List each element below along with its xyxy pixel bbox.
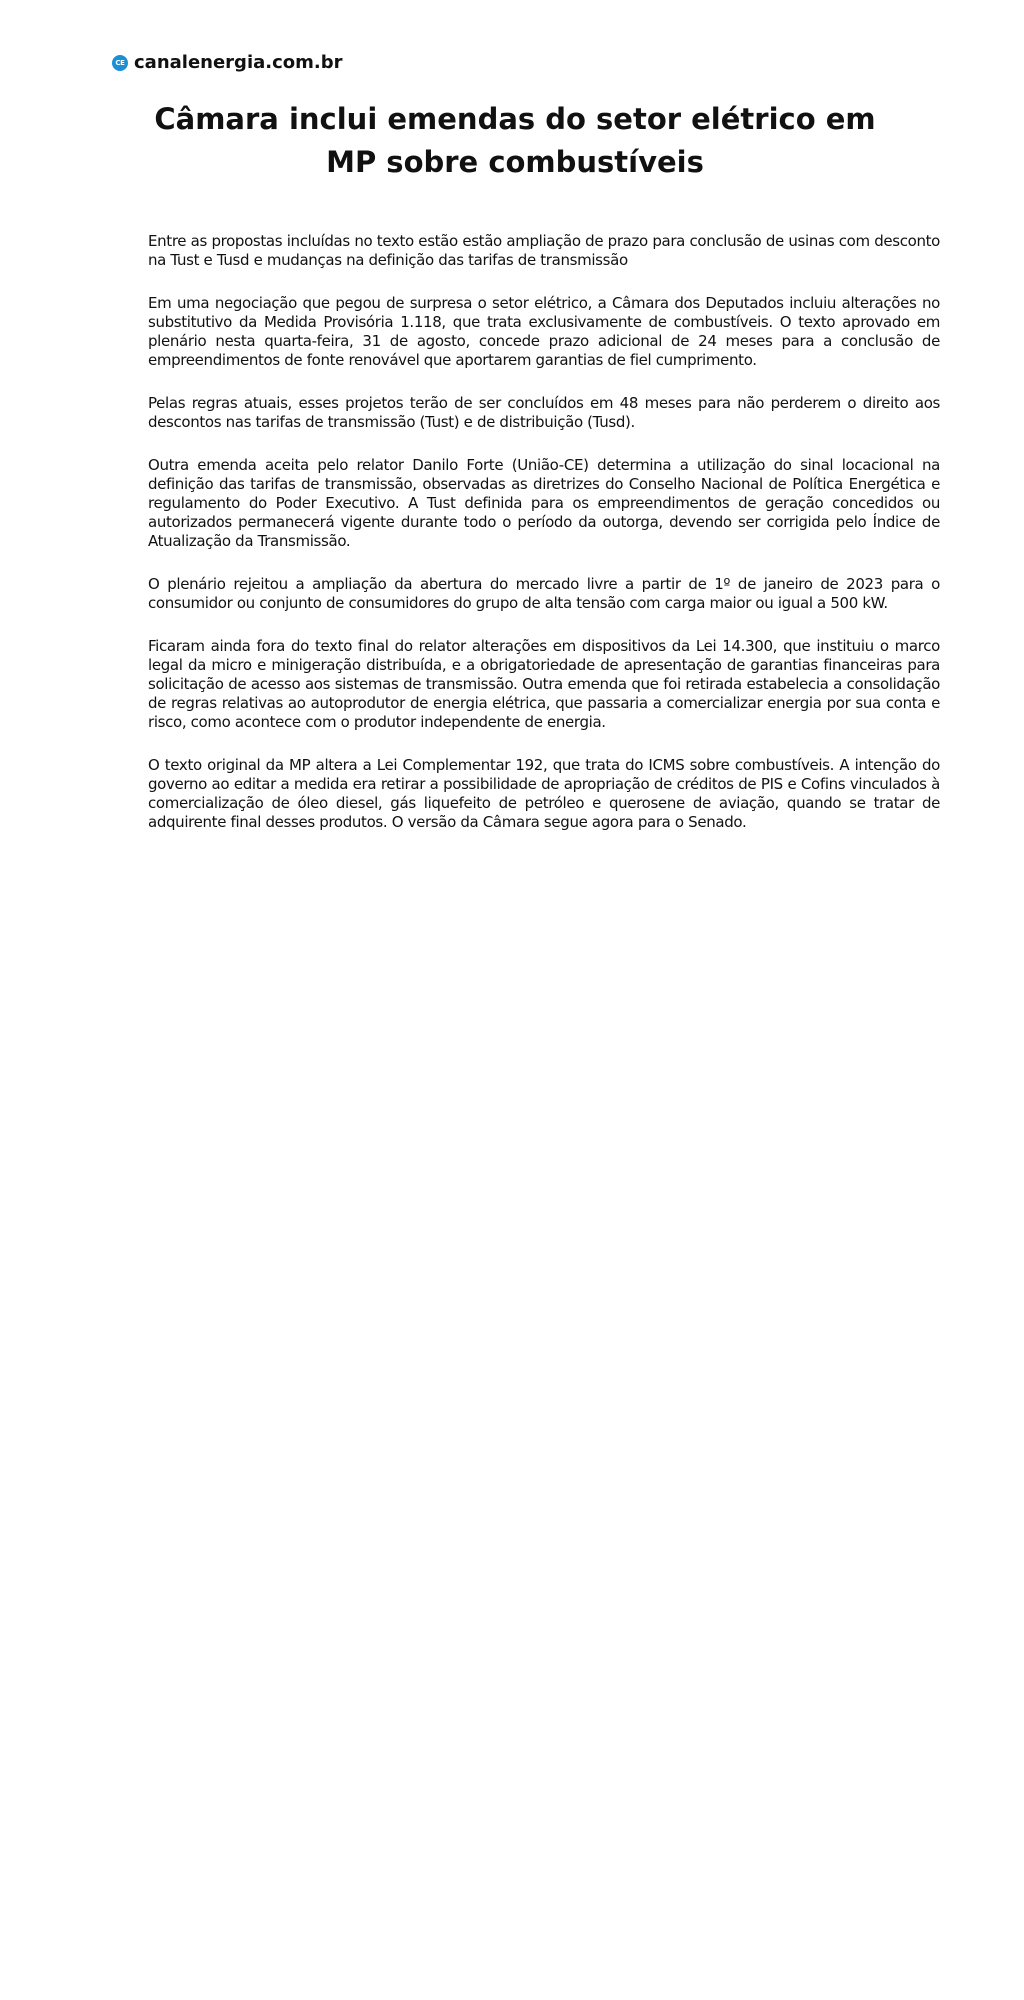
- canalenergia-logo-icon: CE: [112, 55, 128, 71]
- article-lead-paragraph: Entre as propostas incluídas no texto estão estão ampliação de prazo para conclusão de usinas com desconto na Tust e Tusd e mudanças na definição das tarifas de transmissão: [148, 232, 940, 269]
- article-body: [148, 232, 940, 856]
- site-name[interactable]: canalenergia.com.br: [134, 52, 343, 73]
- article-title: Câmara inclui emendas do setor elétrico em MP sobre combustíveis: [154, 102, 876, 179]
- article-paragraph: O texto original da MP altera a Lei Complementar 192, que trata do ICMS sobre combustíveis. A intenção do governo ao editar a medida era retirar a possibilidade de apropriação de créditos de PIS e Cofins vinculados à comercialização de óleo diesel, gás liquefeito de petróleo e querosene de aviação, quando se tratar de adquirente final desses produtos. O versão da Câmara segue agora para o Senado.: [148, 756, 940, 831]
- article-paragraph: Em uma negociação que pegou de surpresa o setor elétrico, a Câmara dos Deputados incluiu alterações no substitutivo da Medida Provisória 1.118, que trata exclusivamente de combustíveis. O texto aprovado em plenário nesta quarta-feira, 31 de agosto, concede prazo adicional de 24 meses para a conclusão de empreendimentos de fonte renovável que aportarem garantias de fiel cumprimento.: [148, 294, 940, 369]
- article-paragraph: Outra emenda aceita pelo relator Danilo Forte (União-CE) determina a utilização do sinal locacional na definição das tarifas de transmissão, observadas as diretrizes do Conselho Nacional de Política Energética e regulamento do Poder Executivo. A Tust definida para os empreendimentos de geração concedidos ou autorizados permanecerá vigente durante todo o período da outorga, devendo ser corrigida pelo Índice de Atualização da Transmissão.: [148, 456, 940, 550]
- site-header: [112, 52, 343, 73]
- article-paragraph: Pelas regras atuais, esses projetos terão de ser concluídos em 48 meses para não perderem o direito aos descontos nas tarifas de transmissão (Tust) e de distribuição (Tusd).: [148, 394, 940, 431]
- article-paragraph: O plenário rejeitou a ampliação da abertura do mercado livre a partir de 1º de janeiro de 2023 para o consumidor ou conjunto de consumidores do grupo de alta tensão com carga maior ou igual a 500 kW.: [148, 575, 940, 612]
- article-paragraph: Ficaram ainda fora do texto final do relator alterações em dispositivos da Lei 14.300, que instituiu o marco legal da micro e minigeração distribuída, e a obrigatoriedade de apresentação de garantias financeiras para solicitação de acesso aos sistemas de transmissão. Outra emenda que foi retirada estabelecia a consolidação de regras relativas ao autoprodutor de energia elétrica, que passaria a comercializar energia por sua conta e risco, como acontece com o produtor independente de energia.: [148, 637, 940, 731]
